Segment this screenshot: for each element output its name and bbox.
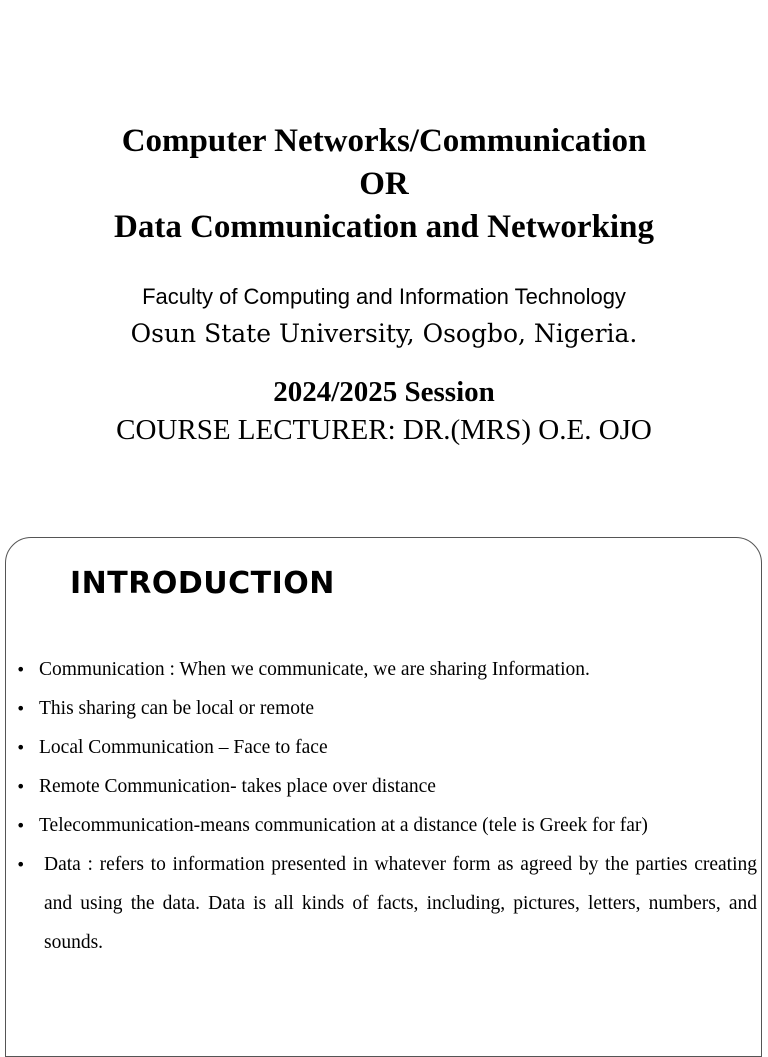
bullet-text: Local Communication – Face to face [39,737,328,758]
bullet-icon: • [16,816,26,835]
title-line-2: OR [359,166,409,202]
bullet-text: Data : refers to information presented in whatever form as agreed by the parties creating and using the data. Data is all kinds of facts, including, pictures, letters, numbers, and sounds. [44,854,757,953]
course-lecturer: COURSE LECTURER: DR.(MRS) O.E. OJO [116,414,652,446]
session-label: 2024/2025 Session [273,376,495,408]
bullet-text: Remote Communication- takes place over distance [39,776,436,797]
list-item [6,845,763,962]
bullet-text: Communication : When we communicate, we are sharing Information. [39,659,590,680]
list-item [6,806,763,845]
title-line-3: Data Communication and Networking [114,209,654,245]
list-item [6,689,763,728]
bullet-icon: • [16,855,26,874]
introduction-bullet-list [6,650,763,962]
bullet-icon: • [16,777,26,796]
bullet-icon: • [16,738,26,757]
bullet-text: This sharing can be local or remote [39,698,315,719]
title-line-1: Computer Networks/Communication [121,123,647,159]
list-item [6,767,763,806]
bullet-text: Telecommunication-means communication at a distance (tele is Greek for far) [39,815,648,836]
introduction-heading: INTRODUCTION [70,566,335,601]
list-item [6,650,763,689]
university-name: Osun State University, Osogbo, Nigeria. [130,319,638,348]
bullet-icon: • [16,660,26,679]
list-item [6,728,763,767]
introduction-slide [5,537,762,1057]
faculty-name: Faculty of Computing and Information Technology [142,284,626,309]
bullet-icon: • [16,699,26,718]
